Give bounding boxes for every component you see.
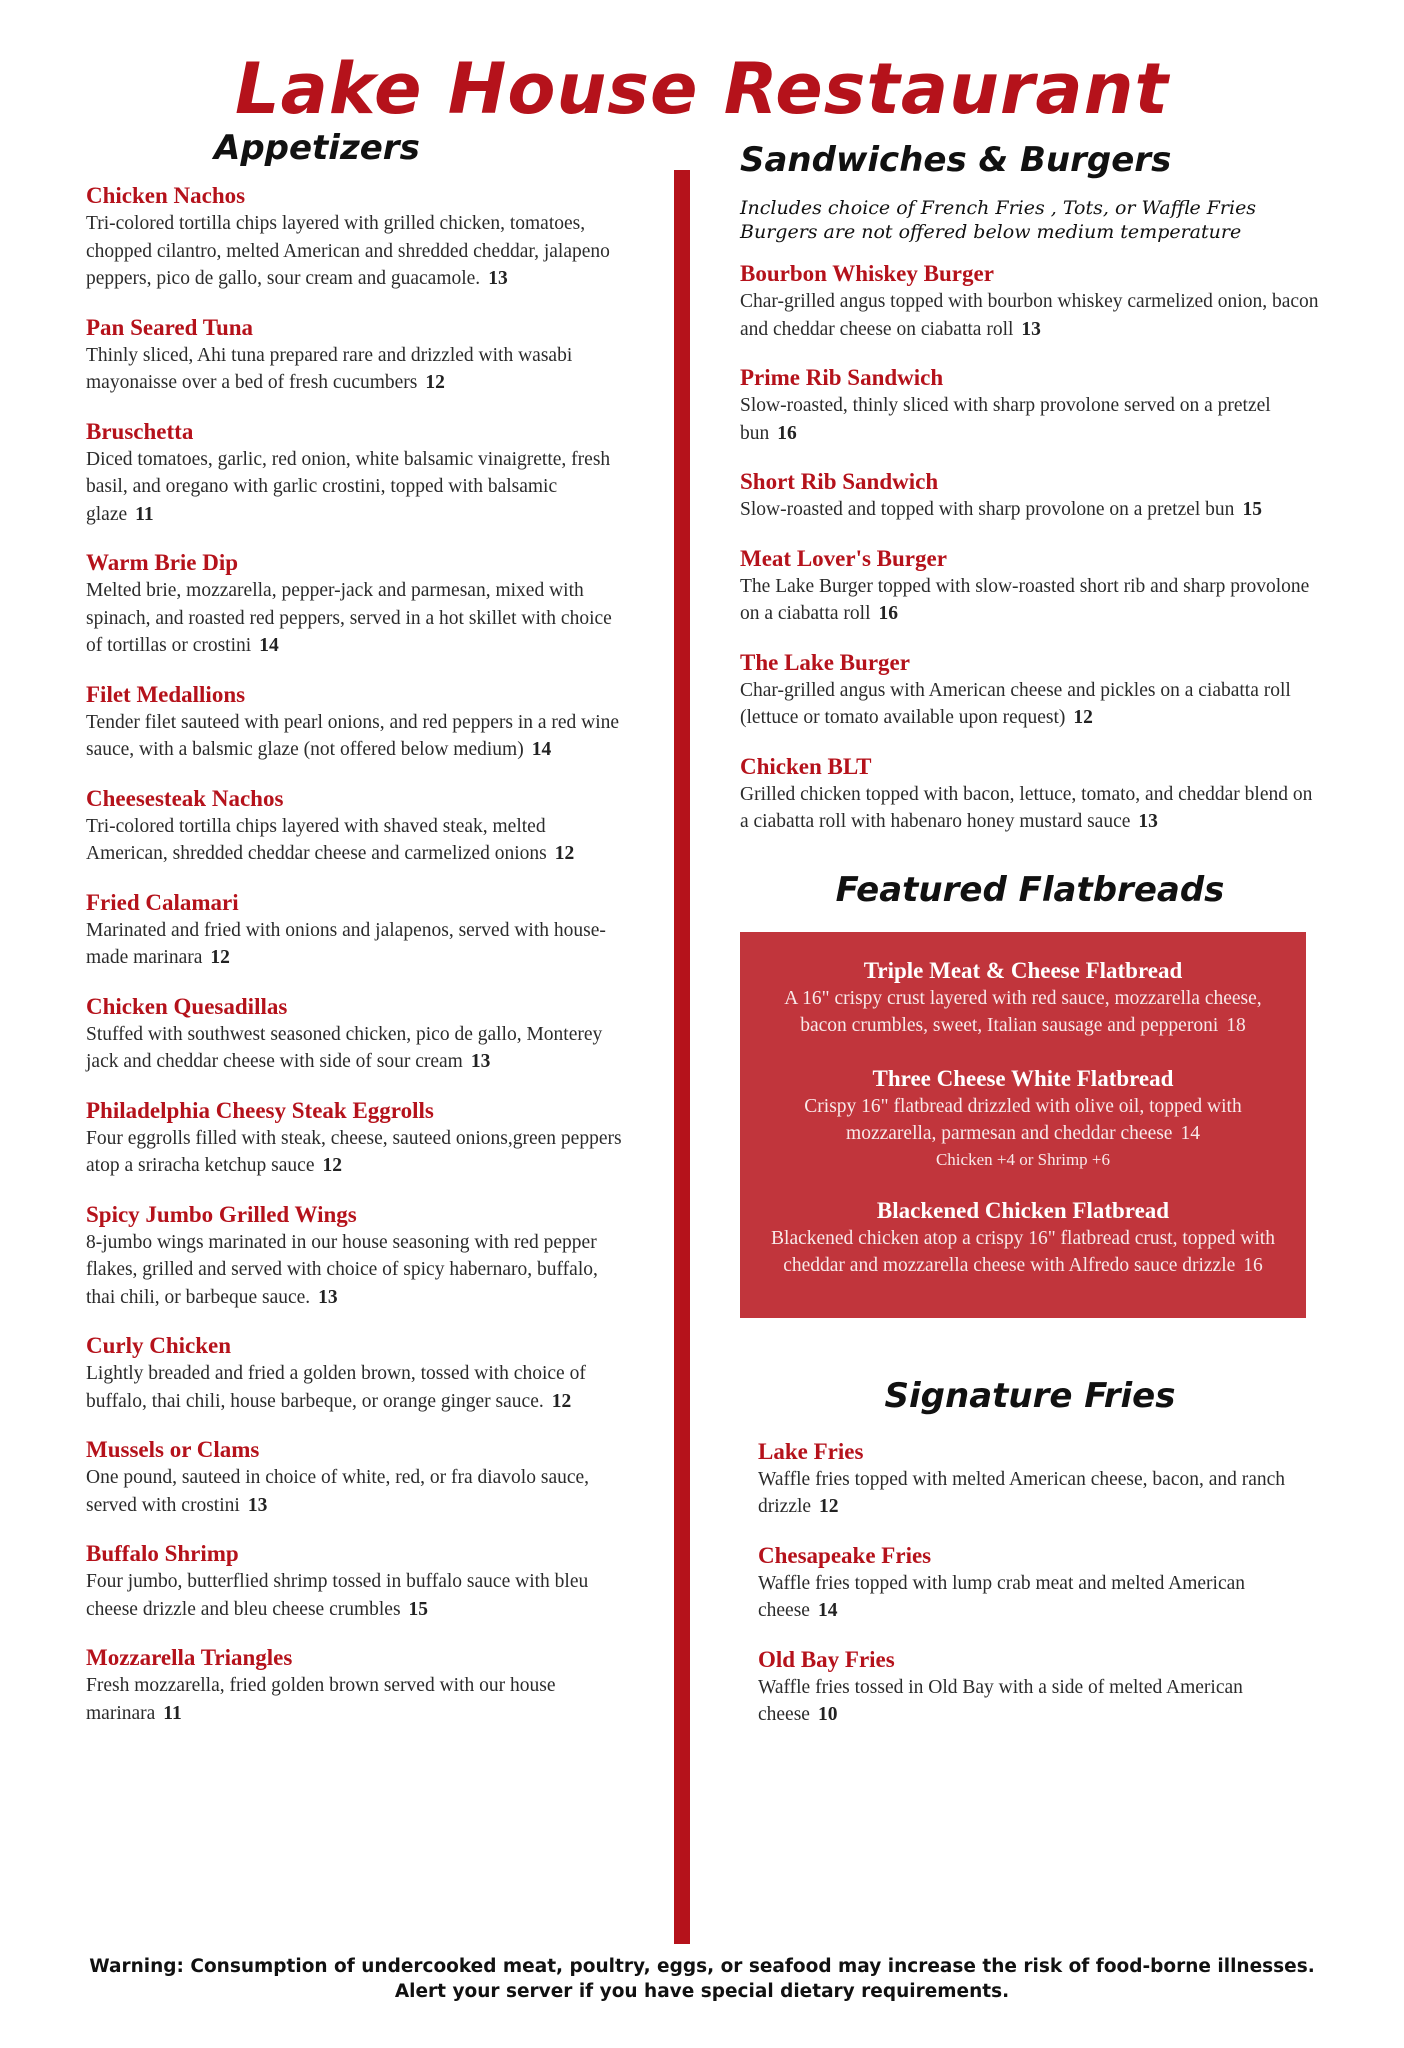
- menu-item-price: 16: [878, 603, 898, 624]
- menu-item-price: 13: [1138, 811, 1158, 832]
- menu-item-description: [86, 1464, 626, 1519]
- menu-item: [86, 889, 626, 972]
- menu-item: [758, 1438, 1320, 1521]
- menu-item-name: Bourbon Whiskey Burger: [740, 261, 994, 286]
- sandwiches-heading: Sandwiches & Burgers: [740, 140, 1172, 180]
- menu-item: [86, 314, 626, 397]
- menu-item-name: The Lake Burger: [740, 649, 910, 675]
- menu-item: [762, 1064, 1284, 1172]
- appetizers-heading: Appetizers: [214, 128, 420, 168]
- menu-item-description: [86, 342, 626, 397]
- menu-item-name: Triple Meat & Cheese Flatbread: [863, 957, 1183, 983]
- menu-item: [740, 649, 1320, 732]
- menu-item-description-text: Tri-colored tortilla chips layered with grilled chicken, tomatoes, chopped cilantro, melted American and shredded cheddar, jalapeno peppers, pico de gallo, sour cream and guacamole.: [86, 213, 610, 289]
- menu-item-description: [740, 392, 1320, 447]
- menu-item-description-text: Marinated and fried with onions and jalapenos, served with house-made marinara: [86, 919, 606, 968]
- menu-item-description-text: Grilled chicken topped with bacon, lettuce, tomato, and cheddar blend on a ciabatta roll with habenaro honey mustard sauce: [740, 783, 1313, 832]
- fries-list: [758, 1438, 1320, 1729]
- restaurant-title: Lake House Restaurant: [235, 48, 1169, 130]
- menu-item-name: Pan Seared Tuna: [86, 314, 254, 340]
- menu-item-price: 16: [777, 422, 797, 444]
- allergy-warning: [0, 1954, 1404, 2004]
- menu-item-price: 12: [322, 1155, 342, 1176]
- menu-item: [86, 1201, 626, 1312]
- menu-item-description: [740, 573, 1320, 628]
- menu-item: [762, 956, 1284, 1040]
- menu-item: [86, 1332, 626, 1415]
- menu-item-description-text: Waffle fries tossed in Old Bay with a side of melted American cheese: [758, 1676, 1243, 1725]
- menu-item-description-text: Char-grilled angus with American cheese and pickles on a ciabatta roll (lettuce or tomato available upon request): [740, 679, 1291, 728]
- menu-item-name: Spicy Jumbo Grilled Wings: [86, 1201, 357, 1227]
- menu-item-price: 14: [259, 635, 279, 656]
- menu-item-name: Meat Lover's Burger: [740, 545, 947, 571]
- menu-item-name: Buffalo Shrimp: [86, 1541, 239, 1566]
- menu-item-name: Mozzarella Triangles: [86, 1645, 293, 1670]
- menu-item-description-text: Stuffed with southwest seasoned chicken, pico de gallo, Monterey jack and cheddar cheese with side of sour cream: [86, 1023, 603, 1072]
- menu-item-description: [740, 677, 1320, 732]
- menu-item: [86, 418, 626, 529]
- sandwiches-list: [740, 260, 1320, 836]
- menu-item-description: [762, 985, 1284, 1040]
- menu-item-name: Chesapeake Fries: [758, 1542, 932, 1568]
- menu-item-name: Lake Fries: [758, 1438, 864, 1464]
- menu-item: [86, 681, 626, 764]
- menu-item-description-text: Slow-roasted, thinly sliced with sharp provolone served on a pretzel bun: [740, 395, 1271, 444]
- appetizers-list: [86, 182, 626, 1727]
- menu-item-description-text: Blackened chicken atop a crispy 16" flatbread crust, topped with cheddar and mozzarella cheese with Alfredo sauce drizzle: [771, 1227, 1275, 1276]
- menu-item-description-text: Melted brie, mozzarella, pepper-jack and parmesan, mixed with spinach, and roasted red peppers, served in a hot skillet with choice of tortillas or crostini: [86, 580, 612, 656]
- menu-item-price: 13: [318, 1286, 338, 1308]
- sandwiches-note-temperature: Burgers are not offered below medium temperature: [740, 221, 1242, 243]
- menu-item-description-text: Thinly sliced, Ahi tuna prepared rare and drizzled with wasabi mayonaisse over a bed of fresh cucumbers: [86, 344, 573, 393]
- menu-item-price: 13: [488, 268, 508, 289]
- column-divider: [674, 170, 690, 1944]
- menu-item-name: Old Bay Fries: [758, 1646, 895, 1672]
- menu-item-price: 18: [1226, 1015, 1246, 1036]
- menu-item: [86, 1644, 626, 1727]
- menu-item-name: Warm Brie Dip: [86, 550, 239, 575]
- menu-item-price: 12: [551, 1390, 572, 1412]
- menu-item-description: [86, 709, 626, 764]
- menu-item: [86, 1540, 626, 1623]
- menu-item-price: 13: [470, 1051, 491, 1072]
- menu-item-name: Filet Medallions: [86, 681, 246, 707]
- menu-item: [86, 1436, 626, 1519]
- menu-item-description-text: Four eggrolls filled with steak, cheese, sauteed onions,green peppers atop a sriracha ketchup sauce: [86, 1127, 622, 1176]
- menu-item-description: [740, 781, 1320, 836]
- menu-item-description: [740, 288, 1320, 343]
- menu-item-price: 12: [210, 947, 230, 968]
- menu-item-description-text: Waffle fries topped with lump crab meat and melted American cheese: [758, 1572, 1246, 1621]
- warning-line: Warning: Consumption of undercooked meat, poultry, eggs, or seafood may increase the risk of food-borne illnesses.: [89, 1956, 1315, 1977]
- sandwiches-note: [740, 196, 1320, 244]
- menu-item-description-text: Tri-colored tortilla chips layered with shaved steak, melted American, shredded cheddar cheese and carmelized onions: [86, 815, 547, 864]
- menu-item-description-text: 8-jumbo wings marinated in our house seasoning with red pepper flakes, grilled and served with choice of spicy habernaro, buffalo, thai chili, or barbeque sauce.: [86, 1231, 598, 1308]
- menu-item: [86, 549, 626, 660]
- menu-item-price: 15: [1242, 499, 1262, 520]
- menu-item-description: [86, 813, 626, 868]
- menu-item-description: [86, 1360, 626, 1415]
- menu-item-description: [86, 1568, 626, 1623]
- menu-item: [86, 785, 626, 868]
- menu-item: [740, 545, 1320, 628]
- menu-item-price: 14: [817, 1600, 838, 1621]
- menu-item-price: 16: [1243, 1255, 1263, 1276]
- menu-item-description-text: Waffle fries topped with melted American cheese, bacon, and ranch drizzle: [758, 1468, 1286, 1517]
- menu-item-price: 12: [425, 372, 445, 393]
- menu-item-name: Curly Chicken: [86, 1333, 232, 1358]
- menu-item-description-text: Slow-roasted and topped with sharp provolone on a pretzel bun: [740, 499, 1235, 520]
- menu-item-description-text: Char-grilled angus topped with bourbon whiskey carmelized onion, bacon and cheddar cheese on ciabatta roll: [740, 291, 1319, 340]
- menu-item-description: [762, 1093, 1284, 1148]
- menu-item-name: Philadelphia Cheesy Steak Eggrolls: [86, 1097, 434, 1123]
- menu-item-description: [86, 446, 626, 529]
- menu-item-description: [86, 1229, 626, 1312]
- fries-heading: Signature Fries: [884, 1375, 1176, 1416]
- menu-item-description-text: A 16" crispy crust layered with red sauce, mozzarella cheese, bacon crumbles, sweet, Italian sausage and pepperoni: [784, 987, 1262, 1036]
- menu-item: [740, 364, 1320, 447]
- menu-item-description: [86, 1672, 626, 1727]
- menu-item: [758, 1646, 1320, 1729]
- menu-item-description: [758, 1570, 1320, 1625]
- menu-item-price: 11: [163, 1702, 182, 1724]
- menu-item: [86, 993, 626, 1076]
- sandwiches-note-sides: Includes choice of French Fries , Tots, or Waffle Fries: [740, 197, 1257, 219]
- menu-item-name: Three Cheese White Flatbread: [872, 1065, 1174, 1091]
- menu-item: [740, 753, 1320, 836]
- flatbreads-box: [740, 932, 1306, 1318]
- menu-item-description: [86, 210, 626, 293]
- menu-item-price: 12: [554, 843, 575, 864]
- menu-item-description: [740, 496, 1320, 524]
- dietary-line: Alert your server if you have special dietary requirements.: [394, 1981, 1010, 2002]
- menu-item-name: Chicken Nachos: [86, 183, 246, 208]
- right-column: [740, 140, 1320, 1750]
- menu-item: [740, 260, 1320, 343]
- menu-item-price: 13: [247, 1494, 268, 1516]
- menu-item-description-text: One pound, sauteed in choice of white, red, or fra diavolo sauce, served with crostini: [86, 1467, 590, 1516]
- menu-item-name: Blackened Chicken Flatbread: [876, 1197, 1170, 1223]
- flatbreads-heading: Featured Flatbreads: [835, 869, 1225, 910]
- menu-item-description: [86, 577, 626, 660]
- menu-item-price: 12: [1073, 707, 1093, 728]
- menu-item: [758, 1542, 1320, 1625]
- menu-item-price: 13: [1021, 318, 1041, 340]
- menu-item-description: [758, 1674, 1320, 1729]
- menu-item-name: Chicken BLT: [740, 753, 872, 779]
- menu-item-description-text: Crispy 16" flatbread drizzled with olive oil, topped with mozzarella, parmesan and cheddar cheese: [804, 1095, 1242, 1144]
- menu-item-name: Prime Rib Sandwich: [740, 365, 944, 390]
- menu-item-description: [758, 1466, 1320, 1521]
- menu-item-description-text: Diced tomatoes, garlic, red onion, white balsamic vinaigrette, fresh basil, and oregano with garlic crostini, topped with balsamic glaze: [86, 448, 611, 525]
- menu-item-description-text: Tender filet sauteed with pearl onions, and red peppers in a red wine sauce, with a balsmic glaze (not offered below medium): [86, 711, 620, 760]
- menu-item-description-text: Lightly breaded and fried a golden brown, tossed with choice of buffalo, thai chili, house barbeque, or orange ginger sauce.: [86, 1363, 586, 1412]
- menu-item-name: Fried Calamari: [86, 889, 239, 915]
- menu-item-name: Short Rib Sandwich: [740, 469, 939, 494]
- menu-item: [762, 1196, 1284, 1280]
- menu-item-name: Mussels or Clams: [86, 1437, 260, 1462]
- menu-item-description: [86, 1125, 626, 1180]
- menu-item-description: [86, 1021, 626, 1076]
- menu-item-price: 12: [819, 1496, 839, 1517]
- menu-item: [86, 182, 626, 293]
- menu-item-description: [762, 1225, 1284, 1280]
- menu-item-price: 11: [135, 503, 154, 525]
- menu-item-description: [86, 917, 626, 972]
- menu-item: [86, 1097, 626, 1180]
- menu-item-name: Bruschetta: [86, 418, 194, 444]
- menu-item-price: 15: [408, 1598, 429, 1620]
- appetizers-column: [86, 128, 626, 1748]
- menu-item-addons: Chicken +4 or Shrimp +6: [935, 1149, 1111, 1169]
- menu-item-price: 14: [1180, 1123, 1200, 1144]
- menu-item-name: Chicken Quesadillas: [86, 993, 288, 1019]
- menu-item-price: 14: [531, 739, 552, 760]
- menu-item: [740, 468, 1320, 524]
- menu-item-description-text: Fresh mozzarella, fried golden brown served with our house marinara: [86, 1675, 556, 1724]
- menu-item-name: Cheesesteak Nachos: [86, 785, 284, 811]
- menu-item-price: 10: [817, 1704, 838, 1725]
- menu-item-description-text: The Lake Burger topped with slow-roasted short rib and sharp provolone on a ciabatta roll: [740, 575, 1310, 624]
- menu-item-description-text: Four jumbo, butterflied shrimp tossed in buffalo sauce with bleu cheese drizzle and bleu cheese crumbles: [86, 1571, 589, 1620]
